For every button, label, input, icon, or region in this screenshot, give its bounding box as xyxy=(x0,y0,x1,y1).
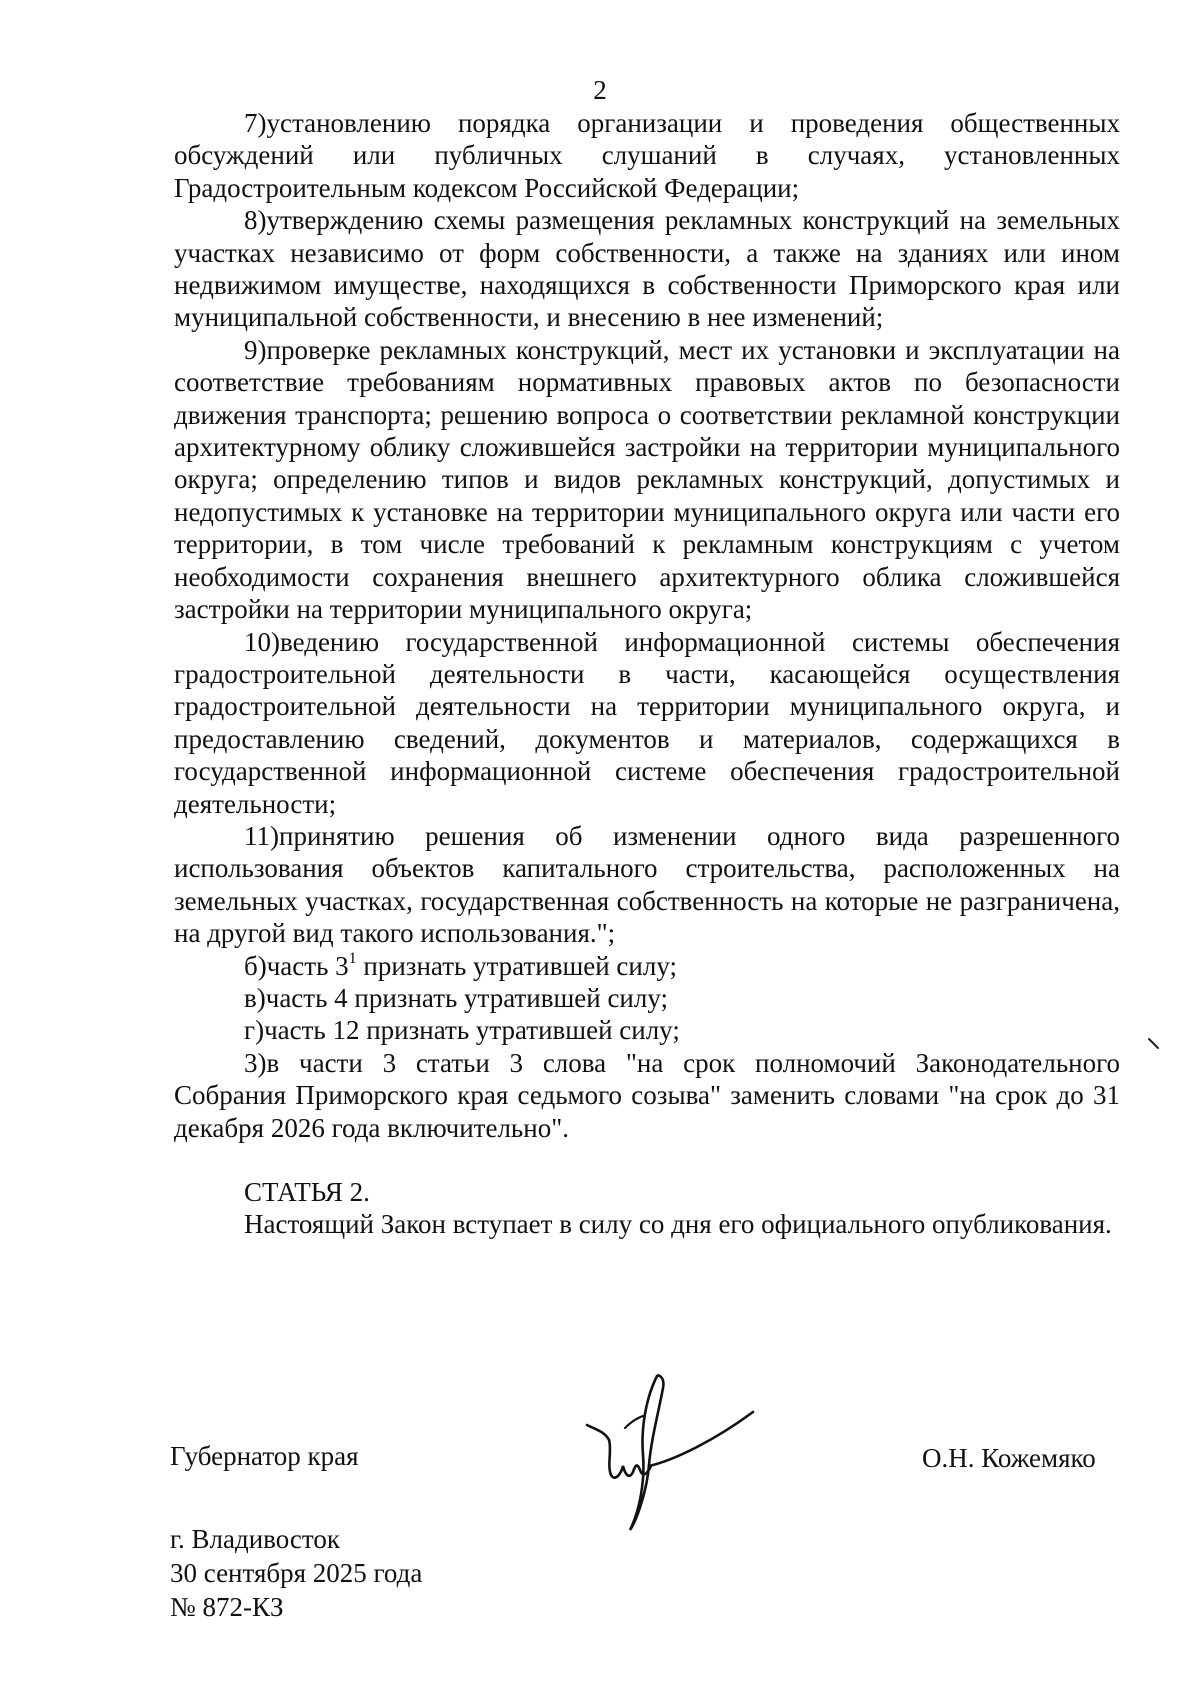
paragraph-item-8: 8)утверждению схемы размещения рекламных конструкций на земельных участках независимо от форм собственности, а также на зданиях или ином недвижимом имуществе, находящихся в собственности Приморского края или муниципальной собственности, и внесению в нее изменений; xyxy=(174,205,1120,333)
article-2-heading: СТАТЬЯ 2. xyxy=(244,1177,370,1207)
spacer xyxy=(174,1144,1120,1176)
footer-number: № 872-КЗ xyxy=(170,1592,284,1622)
paragraph-item-v: в)часть 4 признать утратившей силу; xyxy=(244,982,668,1013)
article-2-text: Настоящий Закон вступает в силу со дня его официального опубликования. xyxy=(244,1209,1112,1240)
paragraph-item-10: 10)ведению государственной информационной системы обеспечения градостроительной деятельности в части, касающейся осуществления градостроительной деятельности на территории муниципального округа, и предоставлению сведений, документов и материалов, содержащихся в государственной информационной системе обеспечения градостроительной деятельности; xyxy=(174,626,1120,819)
signer-name: О.Н. Кожемяко xyxy=(922,1443,1096,1473)
footer-date: 30 сентября 2025 года xyxy=(170,1558,423,1588)
handwritten-signature xyxy=(585,1370,785,1540)
document-footer xyxy=(170,1522,422,1624)
signer-title: Губернатор края xyxy=(170,1441,359,1471)
document-body xyxy=(174,107,1120,1241)
paragraph-item-9: 9)проверке рекламных конструкций, мест их установки и эксплуатации на соответствие требованиям нормативных правовых актов по безопасности движения транспорта; решению вопроса о соответствии рекламной конструкции архитектурному облику сложившейся застройки на территории муниципального округа; определению типов и видов рекламных конструкций, допустимых и недопустимых к установке на территории муниципального округа или части его территории, в том числе требований к рекламным конструкциям с учетом необходимости сохранения внешнего архитектурного облика сложившейся застройки на территории муниципального округа; xyxy=(174,334,1120,625)
scan-artifact-mark xyxy=(1147,1037,1161,1051)
item-b-text: б)часть 3 xyxy=(244,950,349,981)
footer-city: г. Владивосток xyxy=(170,1524,340,1554)
item-b-superscript: 1 xyxy=(348,949,357,967)
item-b-rest: признать утратившей силу; xyxy=(356,950,677,981)
paragraph-item-g: г)часть 12 признать утратившей силу; xyxy=(244,1015,680,1046)
paragraph-item-3: 3)в части 3 статьи 3 слова "на срок полномочий Законодательного Собрания Приморского края седьмого созыва" заменить словами "на срок до 31 декабря 2026 года включительно". xyxy=(174,1047,1120,1143)
page-number: 2 xyxy=(593,75,607,105)
paragraph-item-b xyxy=(174,950,1120,982)
paragraph-item-7: 7)установлению порядка организации и проведения общественных обсуждений или публичных слушаний в случаях, установленных Градостроительным кодексом Российской Федерации; xyxy=(174,108,1120,203)
paragraph-item-11: 11)принятию решения об изменении одного вида разрешенного использования объектов капитального строительства, расположенных на земельных участках, государственная собственность на которые не разграничена, на другой вид такого использования."; xyxy=(174,820,1120,949)
